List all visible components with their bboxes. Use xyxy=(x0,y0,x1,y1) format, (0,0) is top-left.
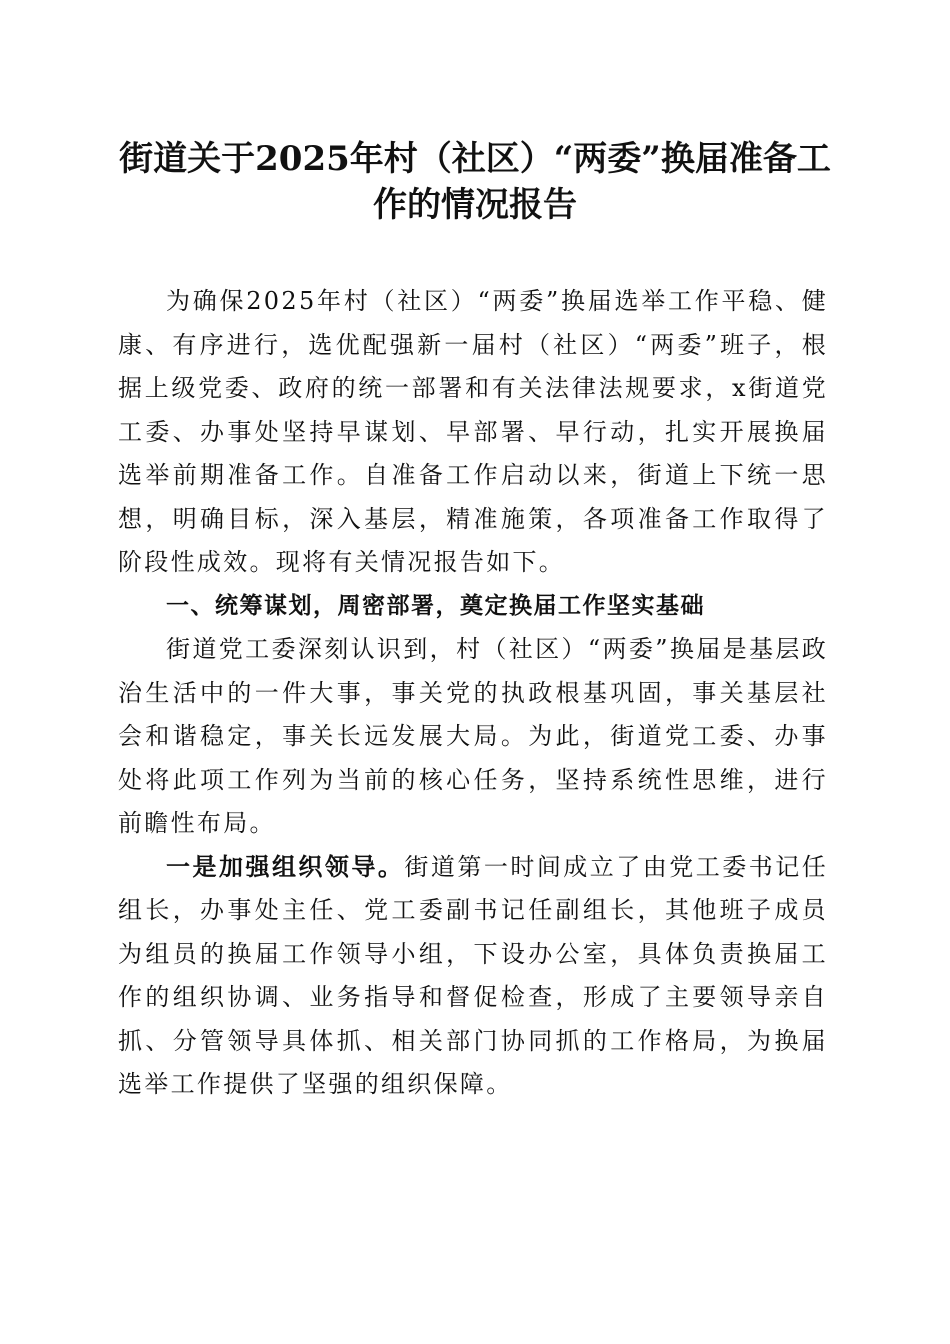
document-body xyxy=(118,280,828,1107)
intro-paragraph: 为确保2025年村（社区）“两委”换届选举工作平稳、健康、有序进行，选优配强新一届村（社区）“两委”班子，根据上级党委、政府的统一部署和有关法律法规要求，x街道党工委、办事处坚持早谋划、早部署、早行动，扎实开展换届选举前期准备工作。自准备工作启动以来，街道上下统一思想，明确目标，深入基层，精准施策，各项准备工作取得了阶段性成效。现将有关情况报告如下。 xyxy=(118,287,828,576)
section-heading-1: 一、统筹谋划，周密部署，奠定换届工作坚实基础 xyxy=(166,592,705,619)
section-1-paragraph: 街道党工委深刻认识到，村（社区）“两委”换届是基层政治生活中的一件大事，事关党的执政根基巩固，事关基层社会和谐稳定，事关长远发展大局。为此，街道党工委、办事处将此项工作列为当前的核心任务，坚持系统性思维，进行前瞻性布局。 xyxy=(118,635,828,837)
point-1-lead: 一是加强组织领导。 xyxy=(166,852,405,881)
section-1-point-1-paragraph xyxy=(118,846,828,1107)
document-title: 街道关于2025年村（社区）“两委”换届准备工作的情况报告 xyxy=(119,139,831,225)
point-1-text: 街道第一时间成立了由党工委书记任组长，办事处主任、党工委副书记任副组长，其他班子成员为组员的换届工作领导小组，下设办公室，具体负责换届工作的组织协调、业务指导和督促检查，形成了主要领导亲自抓、分管领导具体抓、相关部门协同抓的工作格局，为换届选举工作提供了坚强的组织保障。 xyxy=(118,852,828,1098)
